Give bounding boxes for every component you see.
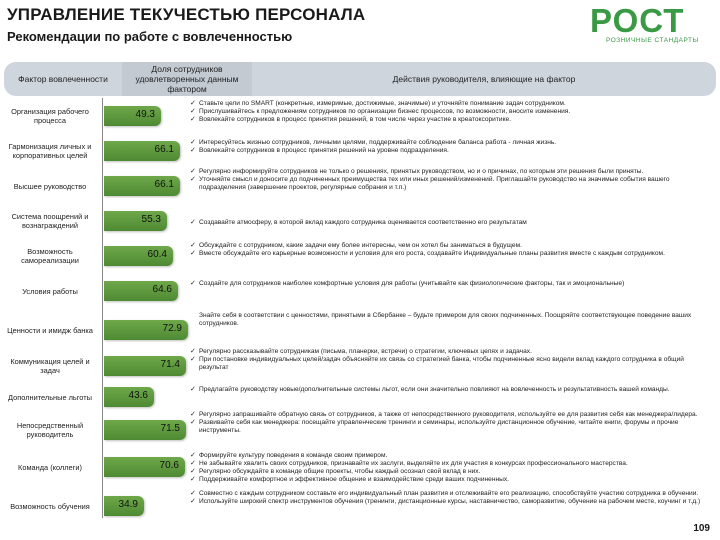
action-item: ✓ Вовлекайте сотрудников в процесс принятия решений на уровне подразделения. <box>190 147 710 155</box>
rost-logo <box>590 4 715 50</box>
action-item: ✓ Не забывайте хвалить своих сотрудников, признавайте их заслуги, выделяйте их для участия в конкурсах профессионального мастерства. <box>190 460 710 468</box>
action-item: ✓ Развивайте себя как менеджера: посещайте управленческие тренинги и семинары, используйте дистанционное обучение, читайте книги, форумы и прочие инструменты. <box>190 419 710 435</box>
bar-value-label: 66.1 <box>154 144 174 155</box>
factor-bar <box>104 420 186 440</box>
actions-list <box>190 312 710 328</box>
actions-list <box>190 411 710 435</box>
factor-bar <box>104 246 173 266</box>
actions-list <box>190 452 710 484</box>
factor-label: Система поощрений и вознаграждений <box>11 212 89 230</box>
action-item: Знайте себя в соответствии с ценностями, принятыми в Сбербанке – будьте примером для своих подчиненных. Поощряйте соответствующее поведение ваших сотрудников. <box>199 312 692 327</box>
factor-bar <box>104 387 154 407</box>
factor-bar <box>104 141 180 161</box>
action-item: ✓ Регулярно обсуждайте в команде общие проекты, чтобы каждый осознал свой вклад в них. <box>190 468 710 476</box>
factor-bar <box>104 211 167 231</box>
factor-label: Ценности и имидж банка <box>7 325 93 335</box>
factor-label: Условия работы <box>22 286 78 296</box>
factor-label: Высшее руководство <box>13 181 87 191</box>
actions-list <box>190 280 710 288</box>
action-item: ✓ Вовлекайте сотрудников в процесс принятия решений, в том числе через участие в креатоксоритике. <box>190 116 710 124</box>
header-satisfied: Доля сотрудников удовлетворенных данным фактором <box>122 62 252 96</box>
header-actions: Действия руководителя, влияющие на фактор <box>252 62 716 96</box>
logo-tagline: РОЗНИЧНЫЕ СТАНДАРТЫ <box>606 37 699 44</box>
action-item: ✓ Поддерживайте комфортное и эффективное общение и взаимодействие среди ваших подчиненных. <box>190 476 710 484</box>
logo-text: РОСТ <box>590 2 685 39</box>
bar-value-label: 60.4 <box>147 249 167 260</box>
bar-value-label: 71.4 <box>160 359 180 370</box>
actions-list <box>190 139 710 155</box>
factor-label: Команда (коллеги) <box>18 462 82 472</box>
factor-bar <box>104 281 178 301</box>
action-item: ✓ Используйте широкий спектр инструментов обучения (тренинги, дистанционные курсы, наставничество, саморазвитие, обучение на рабочем месте, коучинг и т.д.) <box>190 498 710 506</box>
action-item: ✓ Регулярно рассказывайте сотрудникам (письма, планерки, встречи) о стратегии, ключевых целях и задачах. <box>190 348 710 356</box>
actions-list <box>190 219 710 227</box>
actions-list <box>190 490 710 506</box>
factor-label: Дополнительные льготы <box>8 392 92 402</box>
action-item: ✓ Прислушивайтесь к предложениям сотрудников по организации бизнес процессов, по возможности, вносите изменения. <box>190 108 710 116</box>
action-item: ✓ Совместно с каждым сотрудником составьте его индивидуальный план развития и отслеживайте его реализацию, способствуйте участию сотрудника в обучении. <box>190 490 710 498</box>
actions-list <box>190 168 710 192</box>
actions-list <box>190 100 710 124</box>
bar-value-label: 55.3 <box>141 214 161 225</box>
bar-value-label: 70.6 <box>159 460 179 471</box>
actions-list <box>190 242 710 258</box>
action-item: ✓ Ставьте цели по SMART (конкретные, измеримые, достижимые, значимые) и уточняйте понимание задач сотрудником. <box>190 100 710 108</box>
action-item: ✓ Создавайте атмосферу, в которой вклад каждого сотрудника оценивается соответственно его результатам <box>190 219 710 227</box>
actions-list <box>190 386 710 394</box>
header-factor: Фактор вовлеченности <box>4 62 122 96</box>
action-item: ✓ Регулярно запрашивайте обратную связь от сотрудников, а также от непосредственного руководителя, используйте ее для развития себя как менеджера/лидера. <box>190 411 710 419</box>
factor-label: Гармонизация личных и корпоративных целей <box>8 142 92 160</box>
page-title: УПРАВЛЕНИЕ ТЕКУЧЕСТЬЮ ПЕРСОНАЛА <box>7 5 366 24</box>
action-item: ✓ Уточняйте смысл и доносите до подчиненных преимущества тех или иных решений/изменений. Приглашайте руководство на значимые события вашего подразделения (завершение проектов, регулярные собрания и т.п.) <box>190 176 710 192</box>
action-item: ✓ Регулярно информируйте сотрудников не только о решениях, принятых руководством, но и о причинах, по которым эти решения были приняты. <box>190 168 710 176</box>
action-item: ✓ Предлагайте руководству новые/дополнительные системы льгот, если они значительно повлияют на вовлеченность и результативность вашей команды. <box>190 386 710 394</box>
actions-list <box>190 348 710 372</box>
bar-value-label: 72.9 <box>162 323 182 334</box>
factor-label: Непосредственный руководитель <box>16 421 84 439</box>
bar-value-label: 66.1 <box>154 179 174 190</box>
factor-bar <box>104 176 180 196</box>
action-item: ✓ Формируйте культуру поведения в команде своим примером. <box>190 452 710 460</box>
action-item: ✓ Интересуйтесь жизнью сотрудников, личными целями, поддерживайте соблюдение баланса работа - личная жизнь. <box>190 139 710 147</box>
bar-value-label: 71.5 <box>160 423 180 434</box>
factor-label: Организация рабочего процесса <box>11 107 89 125</box>
factor-label: Коммуникация целей и задач <box>10 357 90 375</box>
factor-label: Возможность самореализации <box>21 247 79 265</box>
action-item: ✓ Обсуждайте с сотрудником, какие задачи ему более интересны, чем он хотел бы заниматься в будущем. <box>190 242 710 250</box>
bar-value-label: 43.6 <box>128 390 148 401</box>
bar-axis <box>102 98 103 518</box>
action-item: ✓ Вместе обсуждайте его карьерные возможности и условия для его роста, создавайте Индивидуальные планы развития вместе с каждым сотрудником. <box>190 250 710 258</box>
action-item: ✓ При постановке индивидуальных целей/задач объясняйте их связь со стратегией банка, чтобы подчиненные ясно видели вклад каждого сотрудника в общий результат <box>190 356 710 372</box>
factor-bar <box>104 320 188 340</box>
factor-label: Возможность обучения <box>10 501 90 511</box>
factor-bar <box>104 457 185 477</box>
factor-bar <box>104 496 144 516</box>
factor-bar <box>104 356 186 376</box>
page-number: 109 <box>693 523 710 534</box>
action-item: ✓ Создайте для сотрудников наиболее комфортные условия для работы (учитывайте как физиологические факторы, так и эмоциональные) <box>190 280 710 288</box>
bar-value-label: 64.6 <box>152 284 172 295</box>
factor-bar <box>104 106 161 126</box>
bar-value-label: 34.9 <box>118 499 138 510</box>
page-subtitle: Рекомендации по работе с вовлеченностью <box>7 29 293 44</box>
bar-value-label: 49.3 <box>135 109 155 120</box>
